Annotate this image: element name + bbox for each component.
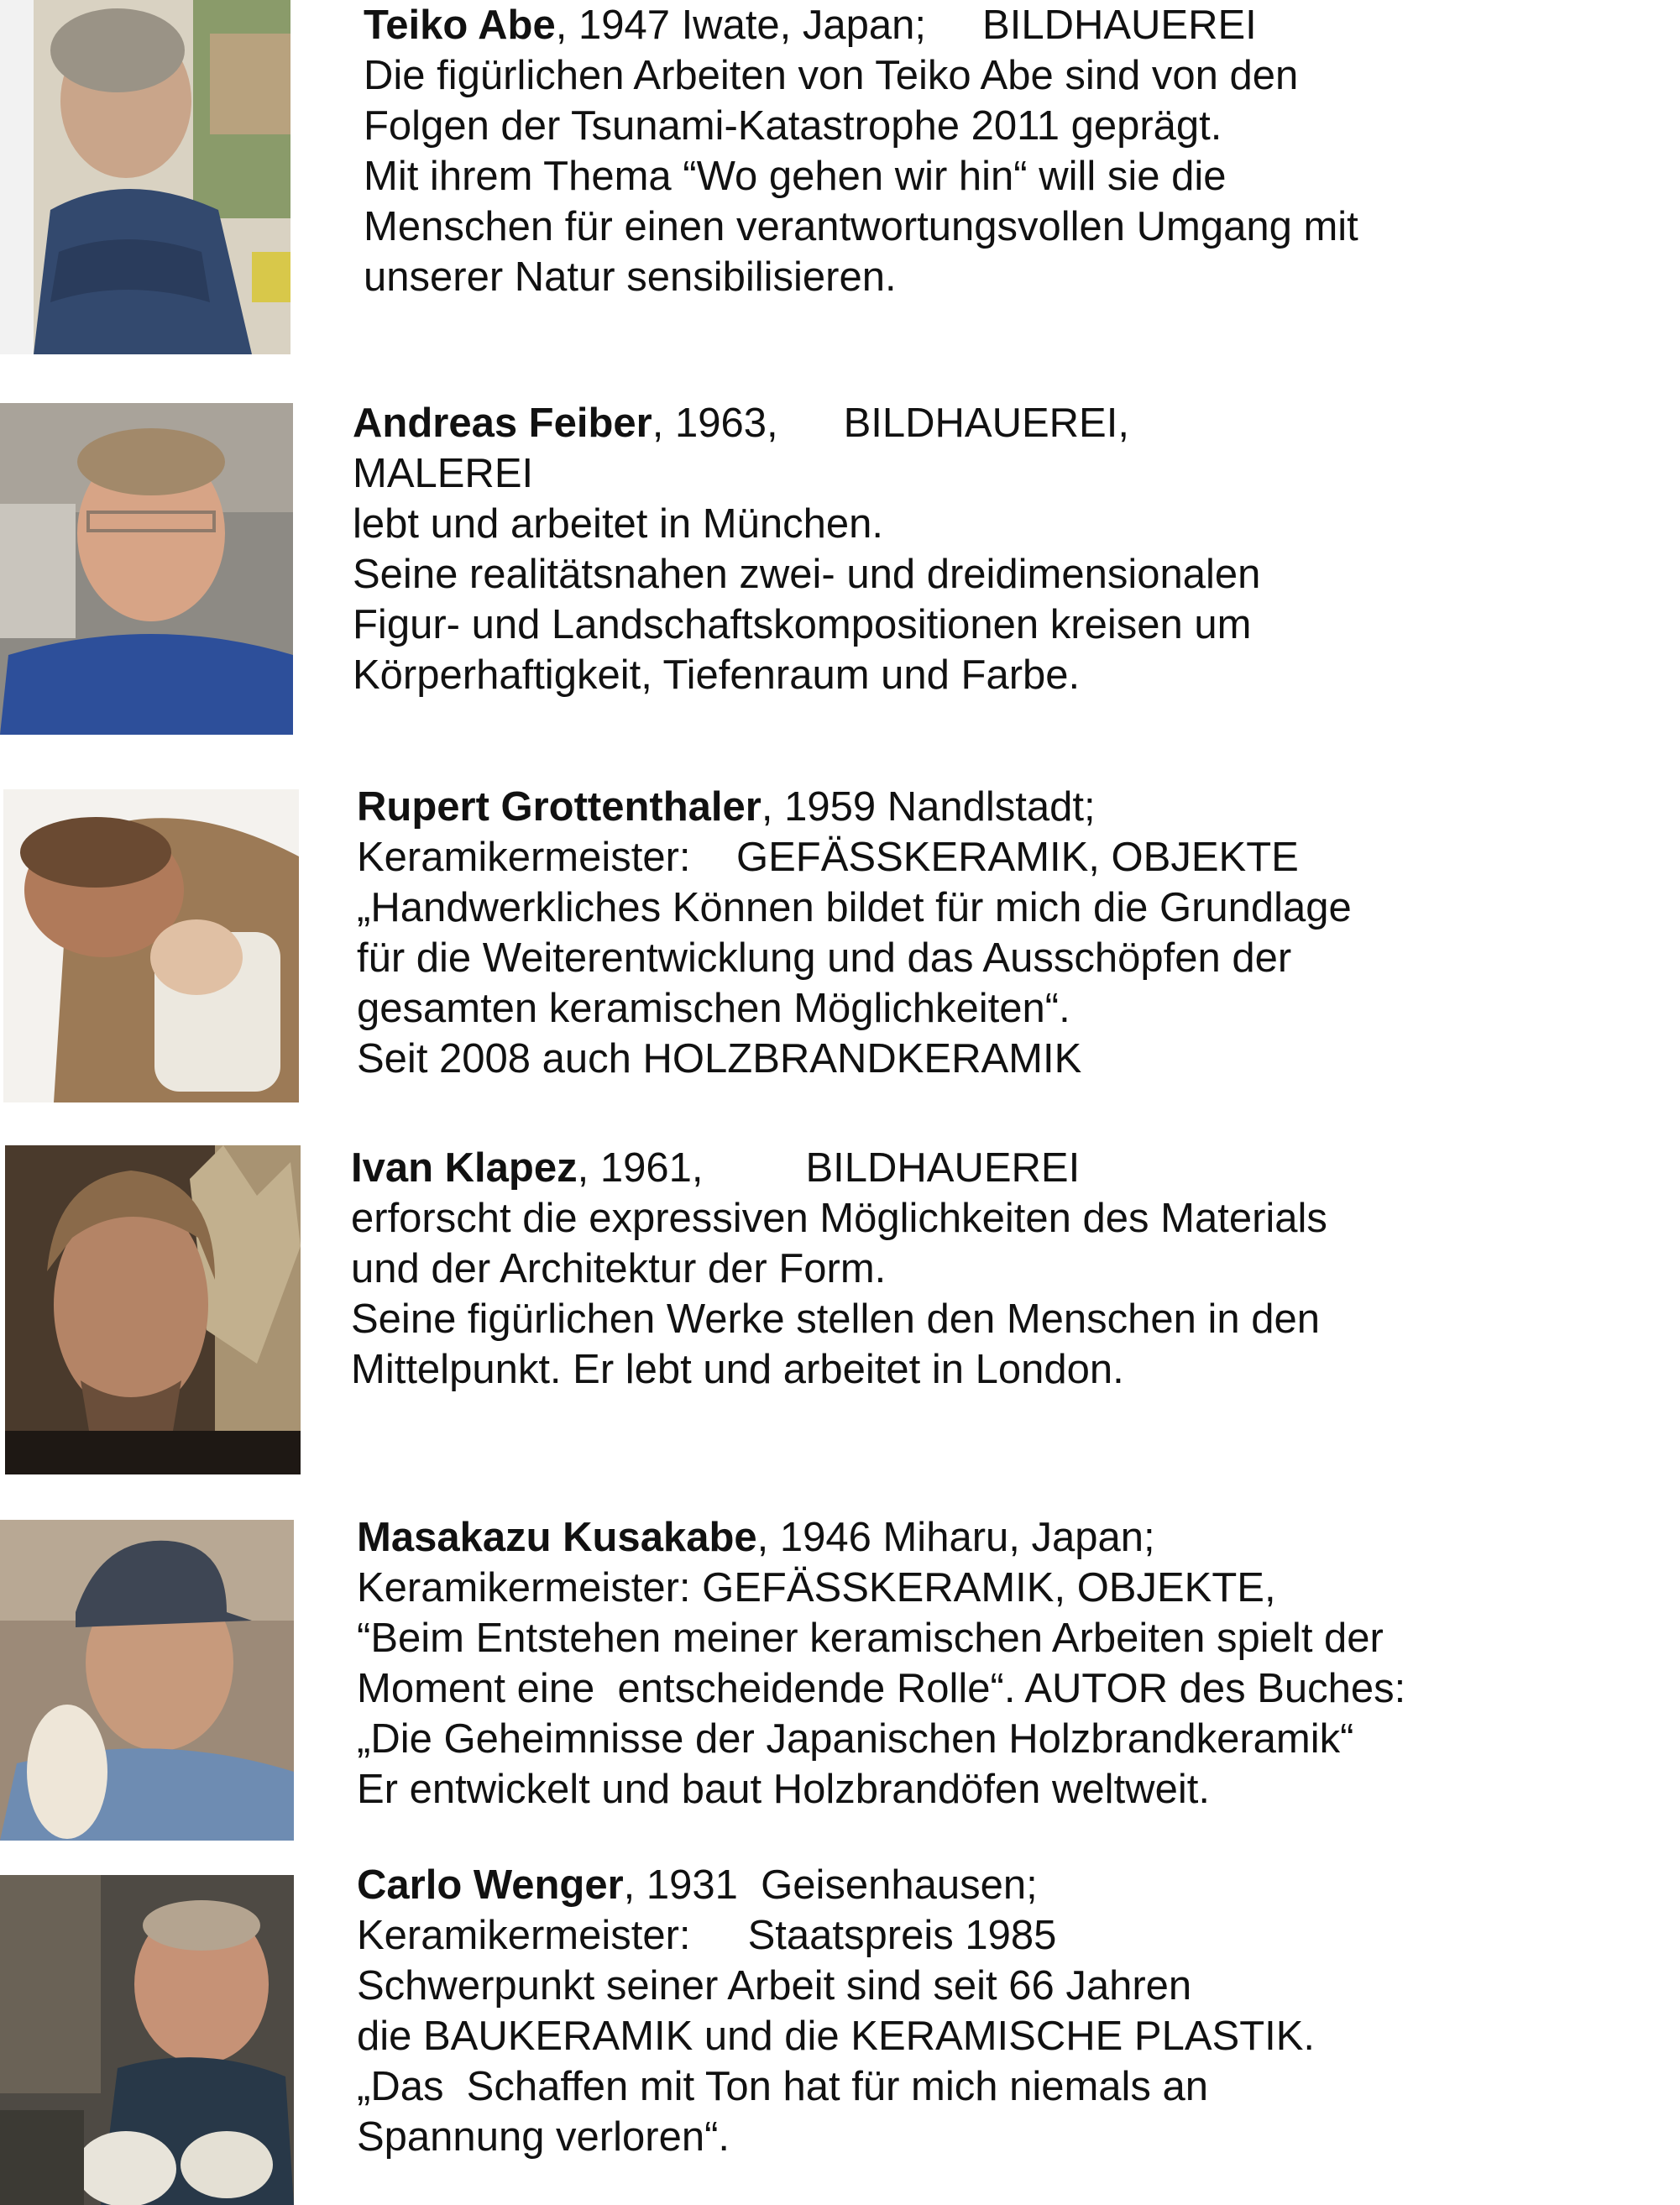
bio-line: Körperhaftigkeit, Tiefenraum und Farbe. bbox=[353, 652, 1081, 698]
artist-photo-ivan-klapez bbox=[5, 1145, 301, 1474]
artist-heading bbox=[357, 1860, 1315, 1910]
bio-line: Menschen für einen verantwortungsvollen Umgang mit bbox=[364, 204, 1358, 249]
bio-line: erforscht die expressiven Möglichkeiten des Materials bbox=[351, 1196, 1327, 1241]
artist-heading bbox=[357, 782, 1352, 832]
artist-name: Teiko Abe bbox=[364, 3, 556, 48]
portrait-image bbox=[0, 403, 293, 735]
artist-discipline: BILDHAUEREI bbox=[982, 3, 1257, 48]
bio-line: Figur- und Landschaftskompositionen kreisen um bbox=[353, 602, 1252, 647]
artist-photo-andreas-feiber bbox=[0, 403, 293, 735]
portrait-image bbox=[0, 1520, 294, 1841]
artist-photo-carlo-wenger bbox=[0, 1875, 294, 2205]
artist-entry-andreas-feiber bbox=[353, 398, 1260, 700]
artist-photo-masakazu-kusakabe bbox=[0, 1520, 294, 1841]
artist-photo-teiko-abe bbox=[0, 0, 290, 354]
artist-heading bbox=[353, 398, 1260, 448]
bio-line: Seine figürlichen Werke stellen den Menschen in den bbox=[351, 1296, 1321, 1342]
artist-entry-ivan-klapez bbox=[351, 1143, 1327, 1395]
artist-discipline: BILDHAUEREI, bbox=[843, 401, 1129, 446]
bio-line: für die Weiterentwicklung und das Ausschöpfen der bbox=[357, 935, 1292, 981]
portrait-image bbox=[3, 789, 299, 1102]
bio-line: „Handwerkliches Können bildet für mich die Grundlage bbox=[357, 885, 1352, 930]
artist-entry-masakazu-kusakabe bbox=[357, 1512, 1405, 1815]
artist-entry-carlo-wenger bbox=[357, 1860, 1315, 2162]
portrait-image bbox=[0, 0, 290, 354]
bio-line: Seit 2008 auch HOLZBRANDKERAMIK bbox=[357, 1036, 1082, 1082]
artist-year-place: , 1931 Geisenhausen; bbox=[623, 1862, 1038, 1908]
bio-line: die BAUKERAMIK und die KERAMISCHE PLASTIK. bbox=[357, 2014, 1316, 2059]
artist-discipline: BILDHAUEREI bbox=[805, 1145, 1081, 1191]
artist-heading bbox=[357, 1512, 1405, 1563]
artist-year-place: , 1947 Iwate, Japan; bbox=[555, 3, 927, 48]
artist-year-place: , 1959 Nandlstadt; bbox=[761, 784, 1096, 830]
artist-name: Andreas Feiber bbox=[353, 401, 652, 446]
artist-heading bbox=[351, 1143, 1327, 1193]
bio-line: Keramikermeister: Staatspreis 1985 bbox=[357, 1913, 1057, 1958]
bio-line: Mittelpunkt. Er lebt und arbeitet in London. bbox=[351, 1347, 1124, 1392]
artist-name: Masakazu Kusakabe bbox=[357, 1515, 757, 1560]
bio-line: Folgen der Tsunami-Katastrophe 2011 geprägt. bbox=[364, 103, 1222, 149]
portrait-image bbox=[0, 1875, 294, 2205]
artist-name: Ivan Klapez bbox=[351, 1145, 578, 1191]
artist-year-place: , 1961, bbox=[577, 1145, 704, 1191]
artist-heading bbox=[364, 0, 1358, 50]
bio-line: Spannung verloren“. bbox=[357, 2114, 730, 2160]
artist-entry-rupert-grottenthaler bbox=[357, 782, 1352, 1084]
bio-line: Seine realitätsnahen zwei- und dreidimensionalen bbox=[353, 552, 1261, 597]
bio-line: und der Architektur der Form. bbox=[351, 1246, 887, 1291]
artist-photo-rupert-grottenthaler bbox=[3, 789, 299, 1102]
bio-line: Schwerpunkt seiner Arbeit sind seit 66 Jahren bbox=[357, 1963, 1192, 2009]
bio-line: Die figürlichen Arbeiten von Teiko Abe sind von den bbox=[364, 53, 1299, 98]
bio-line: unserer Natur sensibilisieren. bbox=[364, 254, 897, 300]
bio-line: lebt und arbeitet in München. bbox=[353, 501, 883, 547]
artist-year-place: , 1963, bbox=[652, 401, 778, 446]
artist-year-place: , 1946 Miharu, Japan; bbox=[756, 1515, 1155, 1560]
bio-line: Keramikermeister: GEFÄSSKERAMIK, OBJEKTE bbox=[357, 835, 1299, 880]
bio-line: “Beim Entstehen meiner keramischen Arbeiten spielt der bbox=[357, 1616, 1384, 1661]
bio-line: MALEREI bbox=[353, 451, 534, 496]
bio-line: Keramikermeister: GEFÄSSKERAMIK, OBJEKTE, bbox=[357, 1565, 1276, 1611]
bio-line: Moment eine entscheidende Rolle“. AUTOR des Buches: bbox=[357, 1666, 1406, 1711]
portrait-image bbox=[5, 1145, 301, 1474]
bio-line: gesamten keramischen Möglichkeiten“. bbox=[357, 986, 1070, 1031]
artist-name: Rupert Grottenthaler bbox=[357, 784, 761, 830]
bio-line: „Das Schaffen mit Ton hat für mich niemals an bbox=[357, 2064, 1209, 2109]
bio-line: Er entwickelt und baut Holzbrandöfen weltweit. bbox=[357, 1767, 1210, 1812]
artist-entry-teiko-abe bbox=[364, 0, 1358, 302]
bio-line: „Die Geheimnisse der Japanischen Holzbrandkeramik“ bbox=[357, 1716, 1354, 1762]
bio-line: Mit ihrem Thema “Wo gehen wir hin“ will sie die bbox=[364, 154, 1227, 199]
artist-name: Carlo Wenger bbox=[357, 1862, 624, 1908]
